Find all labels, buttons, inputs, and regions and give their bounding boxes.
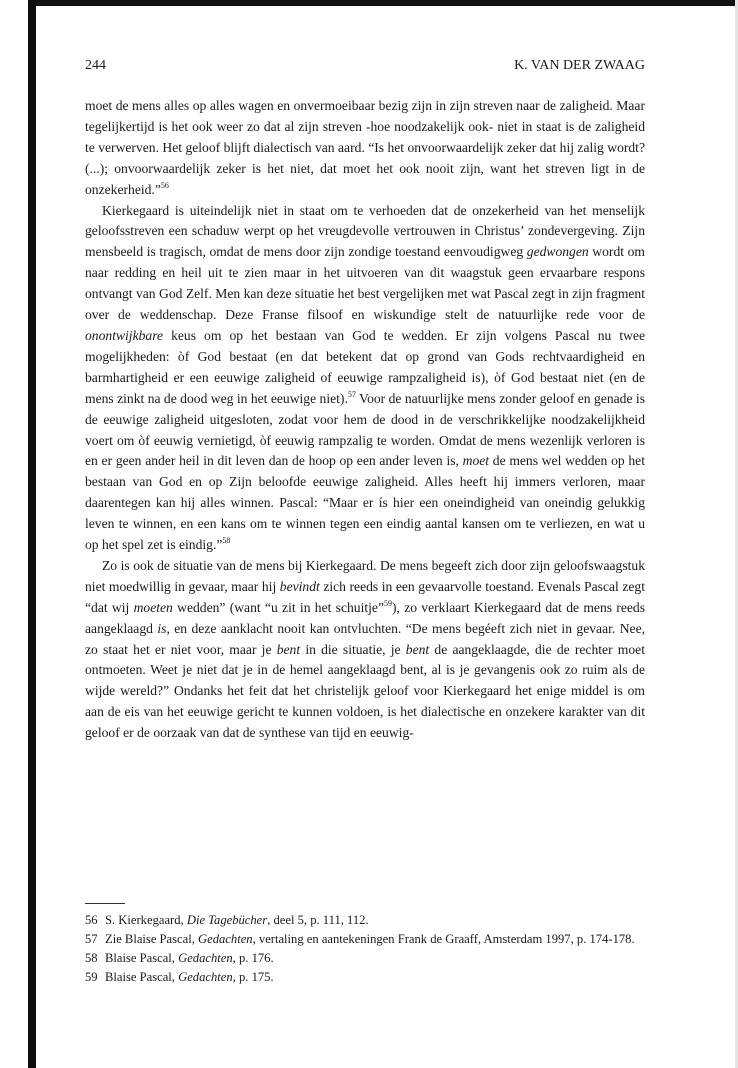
italic-text: Gedachten xyxy=(198,932,253,946)
footnote-text xyxy=(105,968,645,987)
text-run: , deel 5, p. 111, 112. xyxy=(267,913,369,927)
footnote-number: 56 xyxy=(85,913,98,927)
footnote-ref: 59 xyxy=(383,598,392,608)
book-page xyxy=(85,58,645,744)
italic-text: onontwijkbare xyxy=(85,327,164,343)
text-run: Blaise Pascal, xyxy=(105,951,179,965)
page-number: 244 xyxy=(85,58,106,73)
running-head xyxy=(85,58,645,74)
text-run: Zo is ook de situatie van de mens bij Kierkegaard. De mens begeeft zich door zijn geloofswaagstuk niet moedwillig in gevaar, maar hij xyxy=(85,557,645,594)
text-run: zich reeds in een gevaarvolle toestand. Evenals Pascal zegt “dat wij xyxy=(85,578,645,615)
italic-text: Gedachten xyxy=(178,951,233,965)
footnote-number: 57 xyxy=(85,932,98,946)
text-run: Voor de natuurlijke mens zonder geloof en genade is de eeuwige zaligheid uitgesloten, zodat voor hem de dood in de verschrikkelijke noodzakelijkheid voert om òf eeuwig vernietigd, òf eeuwig rampzalig te worden. Omdat de mens wezenlijk verloren is en er geen ander heil in dit leven dan de hoop op een ander leven is, xyxy=(85,390,645,469)
italic-text: bent xyxy=(276,641,301,657)
italic-text: moeten xyxy=(133,599,173,615)
text-run: keus om op het bestaan van God te wedden. Er zijn volgens Pascal nu twee mogelijkheden: òf God bestaat (en dat betekent dat op grond van Gods rechtvaardigheid en barmhartigheid er een eeuwige zaligheid of eeuwige rampzaligheid is), òf God bestaat niet (en de mens zinkt na de dood weg in het eeuwige niet). xyxy=(85,327,645,406)
text-run: de mens wel wedden op het bestaan van God en op Zijn beloofde eeuwige zaligheid. Alles heeft hij immers verloren, maar daarentegen kan hij alles winnen. Pascal: “Maar er ís hier een oneindigheid van oneindig gelukkig leven te winnen, en een kans om te winnen tegen een eindig aantal kansen om te verliezen, en wat u op het spel zet is eindig.” xyxy=(85,453,645,553)
italic-text: bent xyxy=(405,641,430,657)
italic-text: Die Tagebücher xyxy=(186,913,268,927)
text-run: , p. 176. xyxy=(232,951,274,965)
text-run: wedden” (want “u zit in het schuitje” xyxy=(172,599,384,615)
running-head-author: K. VAN DER ZWAAG xyxy=(514,58,645,73)
italic-text: gedwongen xyxy=(526,244,589,260)
text-run: S. Kierkegaard, xyxy=(105,913,187,927)
text-run: de aangeklaagde, die de rechter moet ontmoeten. Weet je niet dat je in de hemel aangeklaagd bent, al is je gevangenis ook zo ruim als de wijde wereld?” Ondanks het feit dat het christelijk geloof voor Kierkegaard het enige middel is om aan de eis van het eeuwige gericht te kunnen voldoen, is het dialectische en onzekere karakter van dit geloof er de oorzaak van dat de synthese van tijd en eeuwig- xyxy=(85,641,645,741)
footnote-ref: 58 xyxy=(222,536,231,546)
italic-text: moet xyxy=(462,453,490,469)
footnote xyxy=(85,949,645,968)
text-run: Zie Blaise Pascal, xyxy=(105,932,199,946)
text-run: , en deze aanklacht nooit kan ontvluchten. “De mens begéeft zich niet in gevaar. Nee, zo staat het er niet voor, maar je xyxy=(85,620,646,657)
footnote-rule xyxy=(85,903,125,904)
text-run: moet de mens alles op alles wagen en onvermoeibaar bezig zijn in zijn streven naar de zaligheid. Maar tegelijkertijd is het ook weer zo dat al zijn streven -hoe noodzakelijk ook- niet in staat is de zaligheid te verwerven. Het geloof blijft dialectisch van aard. “Is het onvoorwaardelijk zeker dat hij zalig wordt? (...); onvoorwaardelijk zeker is het niet, dat moet het ook nooit zijn, want het streven ligt in de onzekerheid.” xyxy=(85,98,645,197)
paragraph xyxy=(85,201,645,556)
text-run: in die situatie, je xyxy=(300,641,406,657)
italic-text: Gedachten xyxy=(178,970,233,984)
footnote xyxy=(85,930,645,949)
text-run: , vertaling en aantekeningen Frank de Graaff, Amsterdam 1997, p. 174-178. xyxy=(252,932,635,946)
footnotes xyxy=(85,911,645,987)
body-text xyxy=(85,96,645,744)
italic-text: is xyxy=(157,620,167,636)
footnote xyxy=(85,911,645,930)
paragraph xyxy=(85,556,645,744)
scan-border-top xyxy=(36,0,738,6)
paragraph xyxy=(85,96,645,201)
footnote xyxy=(85,968,645,987)
footnote-ref: 57 xyxy=(347,389,356,399)
footnote-ref: 56 xyxy=(160,180,169,190)
footnote-text xyxy=(105,949,645,968)
footnote-text xyxy=(105,911,645,930)
text-run: Blaise Pascal, xyxy=(105,970,179,984)
footnote-number: 58 xyxy=(85,951,98,965)
italic-text: bevindt xyxy=(279,578,320,594)
text-run: Kierkegaard is uiteindelijk niet in staat om te verhoeden dat de onzekerheid van het menselijk geloofsstreven een schaduw werpt op het vreugdevolle vertrouwen in Christus’ zondevergeving. Zijn mensbeeld is tragisch, omdat de mens door zijn zondige toestand eenvoudigweg xyxy=(85,202,645,260)
footnote-text xyxy=(105,930,645,949)
text-run: , p. 175. xyxy=(232,970,274,984)
footnote-number: 59 xyxy=(85,970,98,984)
text-run: wordt om naar redding en heil uit te zien maar in het uitvoeren van dit waagstuk geen ervaarbare respons ontvangt van God Zelf. Men kan deze situatie het best vergelijken met wat Pascal zegt in zijn fragment over de weddenschap. Deze Franse filsoof en wiskundige stelt de natuurlijke rede voor de xyxy=(85,244,645,323)
scan-border-left xyxy=(28,0,36,1068)
text-run: ), zo verklaart Kierkegaard dat de mens reeds aangeklaagd xyxy=(85,599,645,636)
